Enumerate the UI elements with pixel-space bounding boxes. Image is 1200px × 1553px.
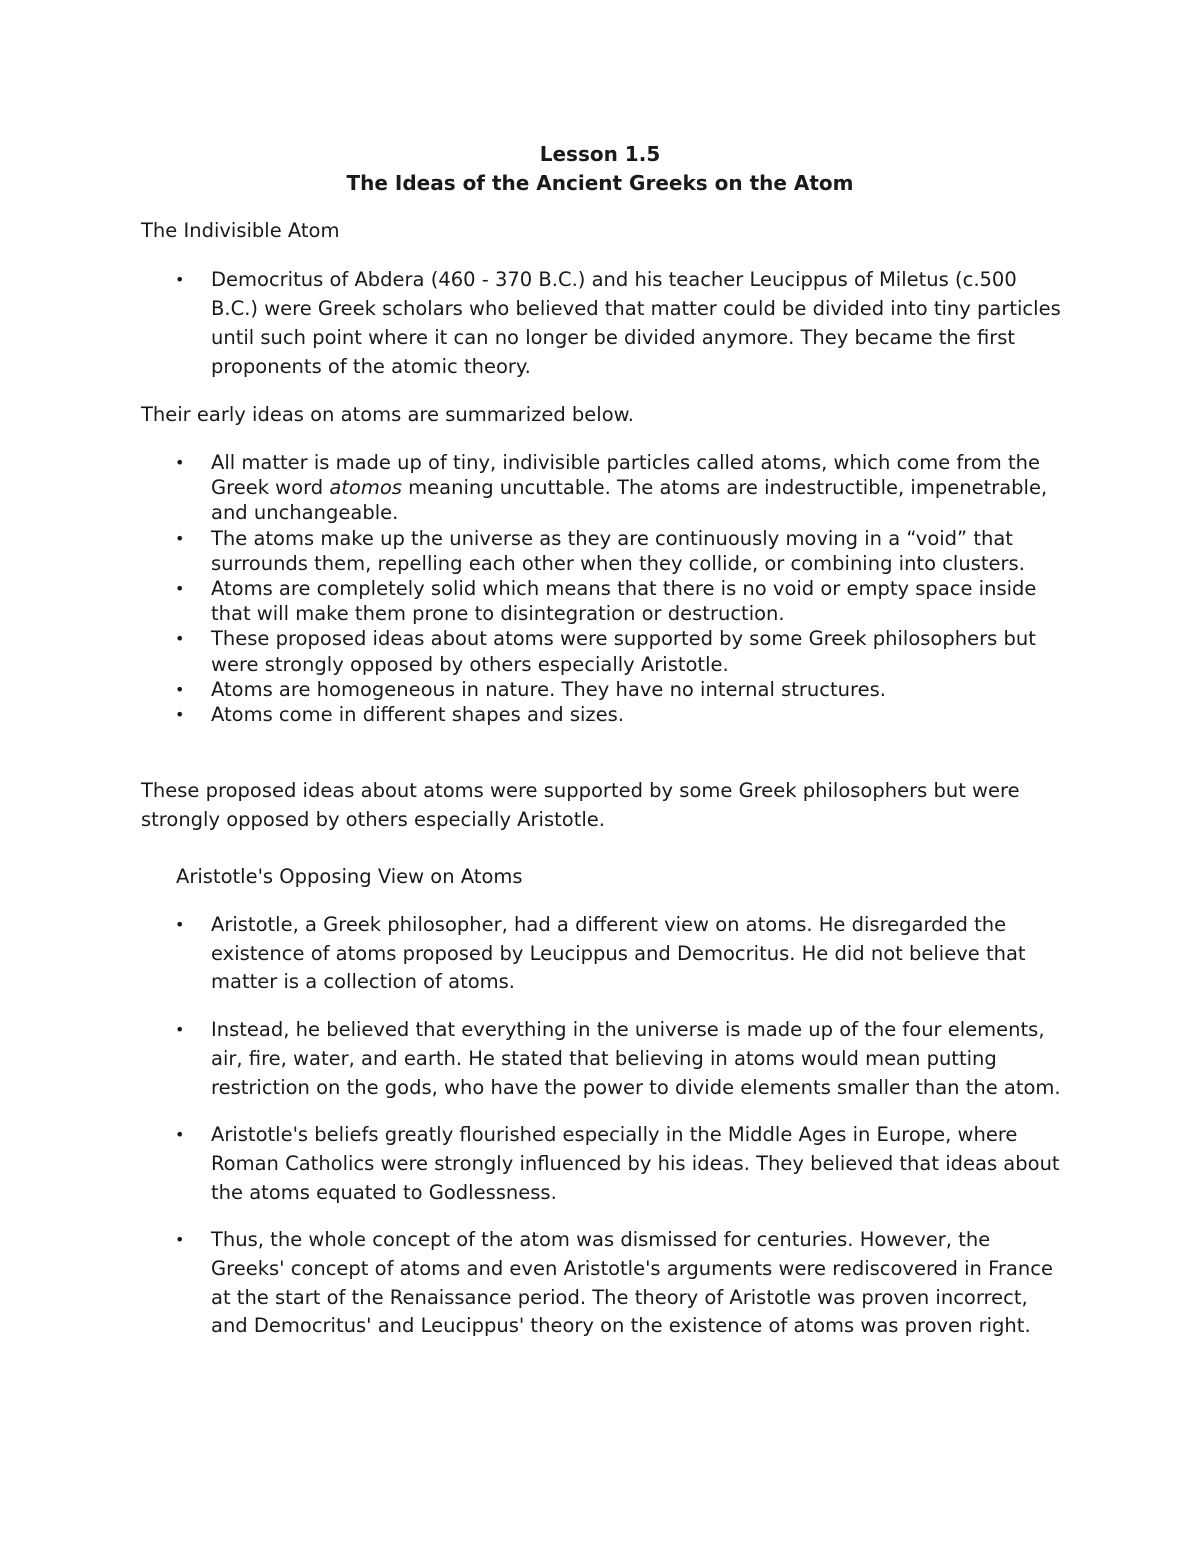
section-heading-indivisible-atom: The Indivisible Atom bbox=[141, 219, 340, 242]
list-item: • These proposed ideas about atoms were supported by some Greek philosophers but were strongly opposed by others especially Aristotle. bbox=[175, 626, 1065, 676]
lesson-number: Lesson 1.5 bbox=[539, 142, 661, 166]
list-item: • The atoms make up the universe as they are continuously moving in a “void” that surrounds them, repelling each other when they collide, or combining into clusters. bbox=[175, 526, 1065, 576]
list-item: • Aristotle, a Greek philosopher, had a different view on atoms. He disregarded the existence of atoms proposed by Leucippus and Democritus. He did not believe that matter is a collection of atoms. bbox=[175, 911, 1065, 997]
list-item: • Instead, he believed that everything in the universe is made up of the four elements, air, fire, water, and earth. He stated that believing in atoms would mean putting restriction on the gods, who have the power to divide elements smaller than the atom. bbox=[175, 1016, 1065, 1102]
text-span: meaning uncuttable. The atoms are indestructible, impenetrable, and unchangeable. bbox=[211, 476, 1048, 525]
list-item: • Atoms are homogeneous in nature. They have no internal structures. bbox=[175, 677, 1065, 702]
list-item: • Democritus of Abdera (460 - 370 B.C.) and his teacher Leucippus of Miletus (c.500 B.C.) were Greek scholars who believed that matter could be divided into tiny particles until such point where it can no longer be divided anymore. They became the first proponents of the atomic theory. bbox=[175, 265, 1065, 381]
lesson-title: The Ideas of the Ancient Greeks on the Atom bbox=[346, 171, 854, 195]
text-span: All matter is made up of tiny, indivisible particles called atoms, which come from the Greek word bbox=[211, 451, 1040, 500]
italic-term-atomos: atomos bbox=[329, 476, 402, 500]
list-item: • Thus, the whole concept of the atom was dismissed for centuries. However, the Greeks' concept of atoms and even Aristotle's arguments were rediscovered in France at the start of the Renaissance period. The theory of Aristotle was proven incorrect, and Democritus' and Leucippus' theory on the existence of atoms was proven right. bbox=[175, 1226, 1065, 1341]
list-item: • Atoms are completely solid which means that there is no void or empty space inside that will make them prone to disintegration or destruction. bbox=[175, 576, 1065, 626]
indivisible-atom-list bbox=[175, 265, 1065, 381]
section-heading-aristotle: Aristotle's Opposing View on Atoms bbox=[176, 865, 523, 888]
list-item: • Aristotle's beliefs greatly flourished especially in the Middle Ages in Europe, where Roman Catholics were strongly influenced by his ideas. They believed that ideas about the atoms equated to Godlessness. bbox=[175, 1121, 1065, 1207]
list-item bbox=[175, 450, 1065, 526]
list-item: • Atoms come in different shapes and sizes. bbox=[175, 702, 1065, 727]
summary-intro: Their early ideas on atoms are summarized below. bbox=[141, 403, 635, 426]
aristotle-list bbox=[175, 911, 1065, 1341]
summary-list bbox=[175, 450, 1065, 727]
closing-paragraph: These proposed ideas about atoms were supported by some Greek philosophers but were strongly opposed by others especially Aristotle. bbox=[141, 779, 1020, 831]
